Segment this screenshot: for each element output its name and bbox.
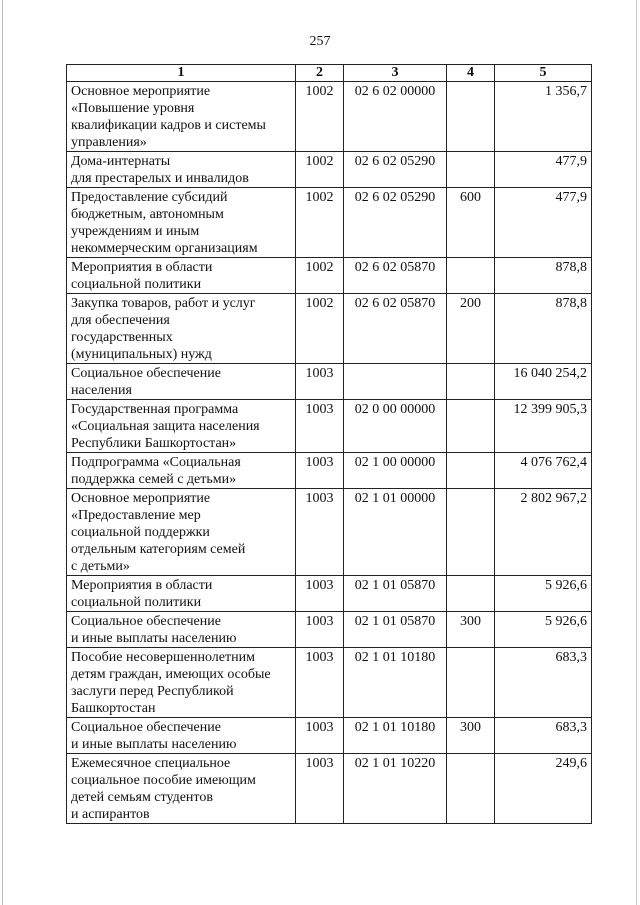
row-name-cell: Подпрограмма «Социальная поддержка семей с детьми»	[67, 453, 296, 489]
row-name-cell: Основное мероприятие «Предоставление мер социальной поддержки отдельным категориям семей с детьми»	[67, 489, 296, 576]
amount-cell: 2 802 967,2	[495, 489, 592, 576]
expense-type-cell	[447, 453, 495, 489]
section-code-cell: 1003	[296, 453, 344, 489]
row-name-cell: Социальное обеспечение населения	[67, 364, 296, 400]
target-code-cell: 02 6 02 05290	[344, 188, 447, 258]
table-row	[67, 718, 592, 754]
table-row	[67, 152, 592, 188]
expense-type-cell: 600	[447, 188, 495, 258]
table-row	[67, 400, 592, 453]
amount-cell: 16 040 254,2	[495, 364, 592, 400]
header-col-1: 1	[67, 65, 296, 82]
target-code-cell: 02 0 00 00000	[344, 400, 447, 453]
header-row	[67, 65, 592, 82]
row-name-cell: Мероприятия в области социальной политики	[67, 258, 296, 294]
expense-type-cell	[447, 82, 495, 152]
expense-type-cell	[447, 258, 495, 294]
header-col-3: 3	[344, 65, 447, 82]
amount-cell: 683,3	[495, 648, 592, 718]
amount-cell: 4 076 762,4	[495, 453, 592, 489]
section-code-cell: 1003	[296, 718, 344, 754]
table-row	[67, 258, 592, 294]
amount-cell: 1 356,7	[495, 82, 592, 152]
table-row	[67, 188, 592, 258]
row-name-cell: Закупка товаров, работ и услуг для обеспечения государственных (муниципальных) нужд	[67, 294, 296, 364]
row-name-cell: Государственная программа «Социальная защита населения Республики Башкортостан»	[67, 400, 296, 453]
section-code-cell: 1003	[296, 489, 344, 576]
expense-type-cell	[447, 152, 495, 188]
amount-cell: 477,9	[495, 152, 592, 188]
row-name-cell: Пособие несовершеннолетним детям граждан, имеющих особые заслуги перед Республикой Башкортостан	[67, 648, 296, 718]
section-code-cell: 1003	[296, 576, 344, 612]
page-number: 257	[309, 34, 331, 49]
target-code-cell	[344, 364, 447, 400]
expense-type-cell	[447, 489, 495, 576]
section-code-cell: 1003	[296, 612, 344, 648]
row-name-cell: Мероприятия в области социальной политики	[67, 576, 296, 612]
table-row	[67, 576, 592, 612]
section-code-cell: 1002	[296, 82, 344, 152]
target-code-cell: 02 1 01 10180	[344, 718, 447, 754]
expense-type-cell	[447, 648, 495, 718]
amount-cell: 5 926,6	[495, 612, 592, 648]
scan-edge-right	[636, 0, 637, 905]
target-code-cell: 02 1 01 10220	[344, 754, 447, 824]
row-name-cell: Социальное обеспечение и иные выплаты населению	[67, 612, 296, 648]
target-code-cell: 02 1 01 10180	[344, 648, 447, 718]
target-code-cell: 02 6 02 05290	[344, 152, 447, 188]
row-name-cell: Дома-интернаты для престарелых и инвалидов	[67, 152, 296, 188]
budget-table	[66, 64, 592, 824]
expense-type-cell	[447, 576, 495, 612]
section-code-cell: 1003	[296, 364, 344, 400]
target-code-cell: 02 1 00 00000	[344, 453, 447, 489]
target-code-cell: 02 6 02 00000	[344, 82, 447, 152]
amount-cell: 249,6	[495, 754, 592, 824]
section-code-cell: 1002	[296, 188, 344, 258]
expense-type-cell: 300	[447, 718, 495, 754]
section-code-cell: 1003	[296, 400, 344, 453]
table-row	[67, 754, 592, 824]
table-row	[67, 648, 592, 718]
table-row	[67, 453, 592, 489]
section-code-cell: 1002	[296, 258, 344, 294]
table-row	[67, 294, 592, 364]
amount-cell: 477,9	[495, 188, 592, 258]
table-row	[67, 489, 592, 576]
amount-cell: 683,3	[495, 718, 592, 754]
section-code-cell: 1003	[296, 648, 344, 718]
row-name-cell: Ежемесячное специальное социальное пособие имеющим детей семьям студентов и аспирантов	[67, 754, 296, 824]
table-row	[67, 82, 592, 152]
table-row	[67, 612, 592, 648]
header-col-4: 4	[447, 65, 495, 82]
table-body	[67, 82, 592, 824]
row-name-cell: Основное мероприятие «Повышение уровня квалификации кадров и системы управления»	[67, 82, 296, 152]
target-code-cell: 02 1 01 05870	[344, 612, 447, 648]
table-row	[67, 364, 592, 400]
section-code-cell: 1002	[296, 152, 344, 188]
expense-type-cell	[447, 400, 495, 453]
table-header	[67, 65, 592, 82]
amount-cell: 12 399 905,3	[495, 400, 592, 453]
section-code-cell: 1002	[296, 294, 344, 364]
section-code-cell: 1003	[296, 754, 344, 824]
target-code-cell: 02 6 02 05870	[344, 294, 447, 364]
target-code-cell: 02 1 01 05870	[344, 576, 447, 612]
amount-cell: 878,8	[495, 258, 592, 294]
expense-type-cell	[447, 364, 495, 400]
scan-edge-left	[2, 0, 3, 905]
amount-cell: 5 926,6	[495, 576, 592, 612]
target-code-cell: 02 1 01 00000	[344, 489, 447, 576]
row-name-cell: Предоставление субсидий бюджетным, автономным учреждениям и иным некоммерческим организациям	[67, 188, 296, 258]
target-code-cell: 02 6 02 05870	[344, 258, 447, 294]
expense-type-cell: 200	[447, 294, 495, 364]
header-col-5: 5	[495, 65, 592, 82]
expense-type-cell: 300	[447, 612, 495, 648]
amount-cell: 878,8	[495, 294, 592, 364]
expense-type-cell	[447, 754, 495, 824]
row-name-cell: Социальное обеспечение и иные выплаты населению	[67, 718, 296, 754]
header-col-2: 2	[296, 65, 344, 82]
